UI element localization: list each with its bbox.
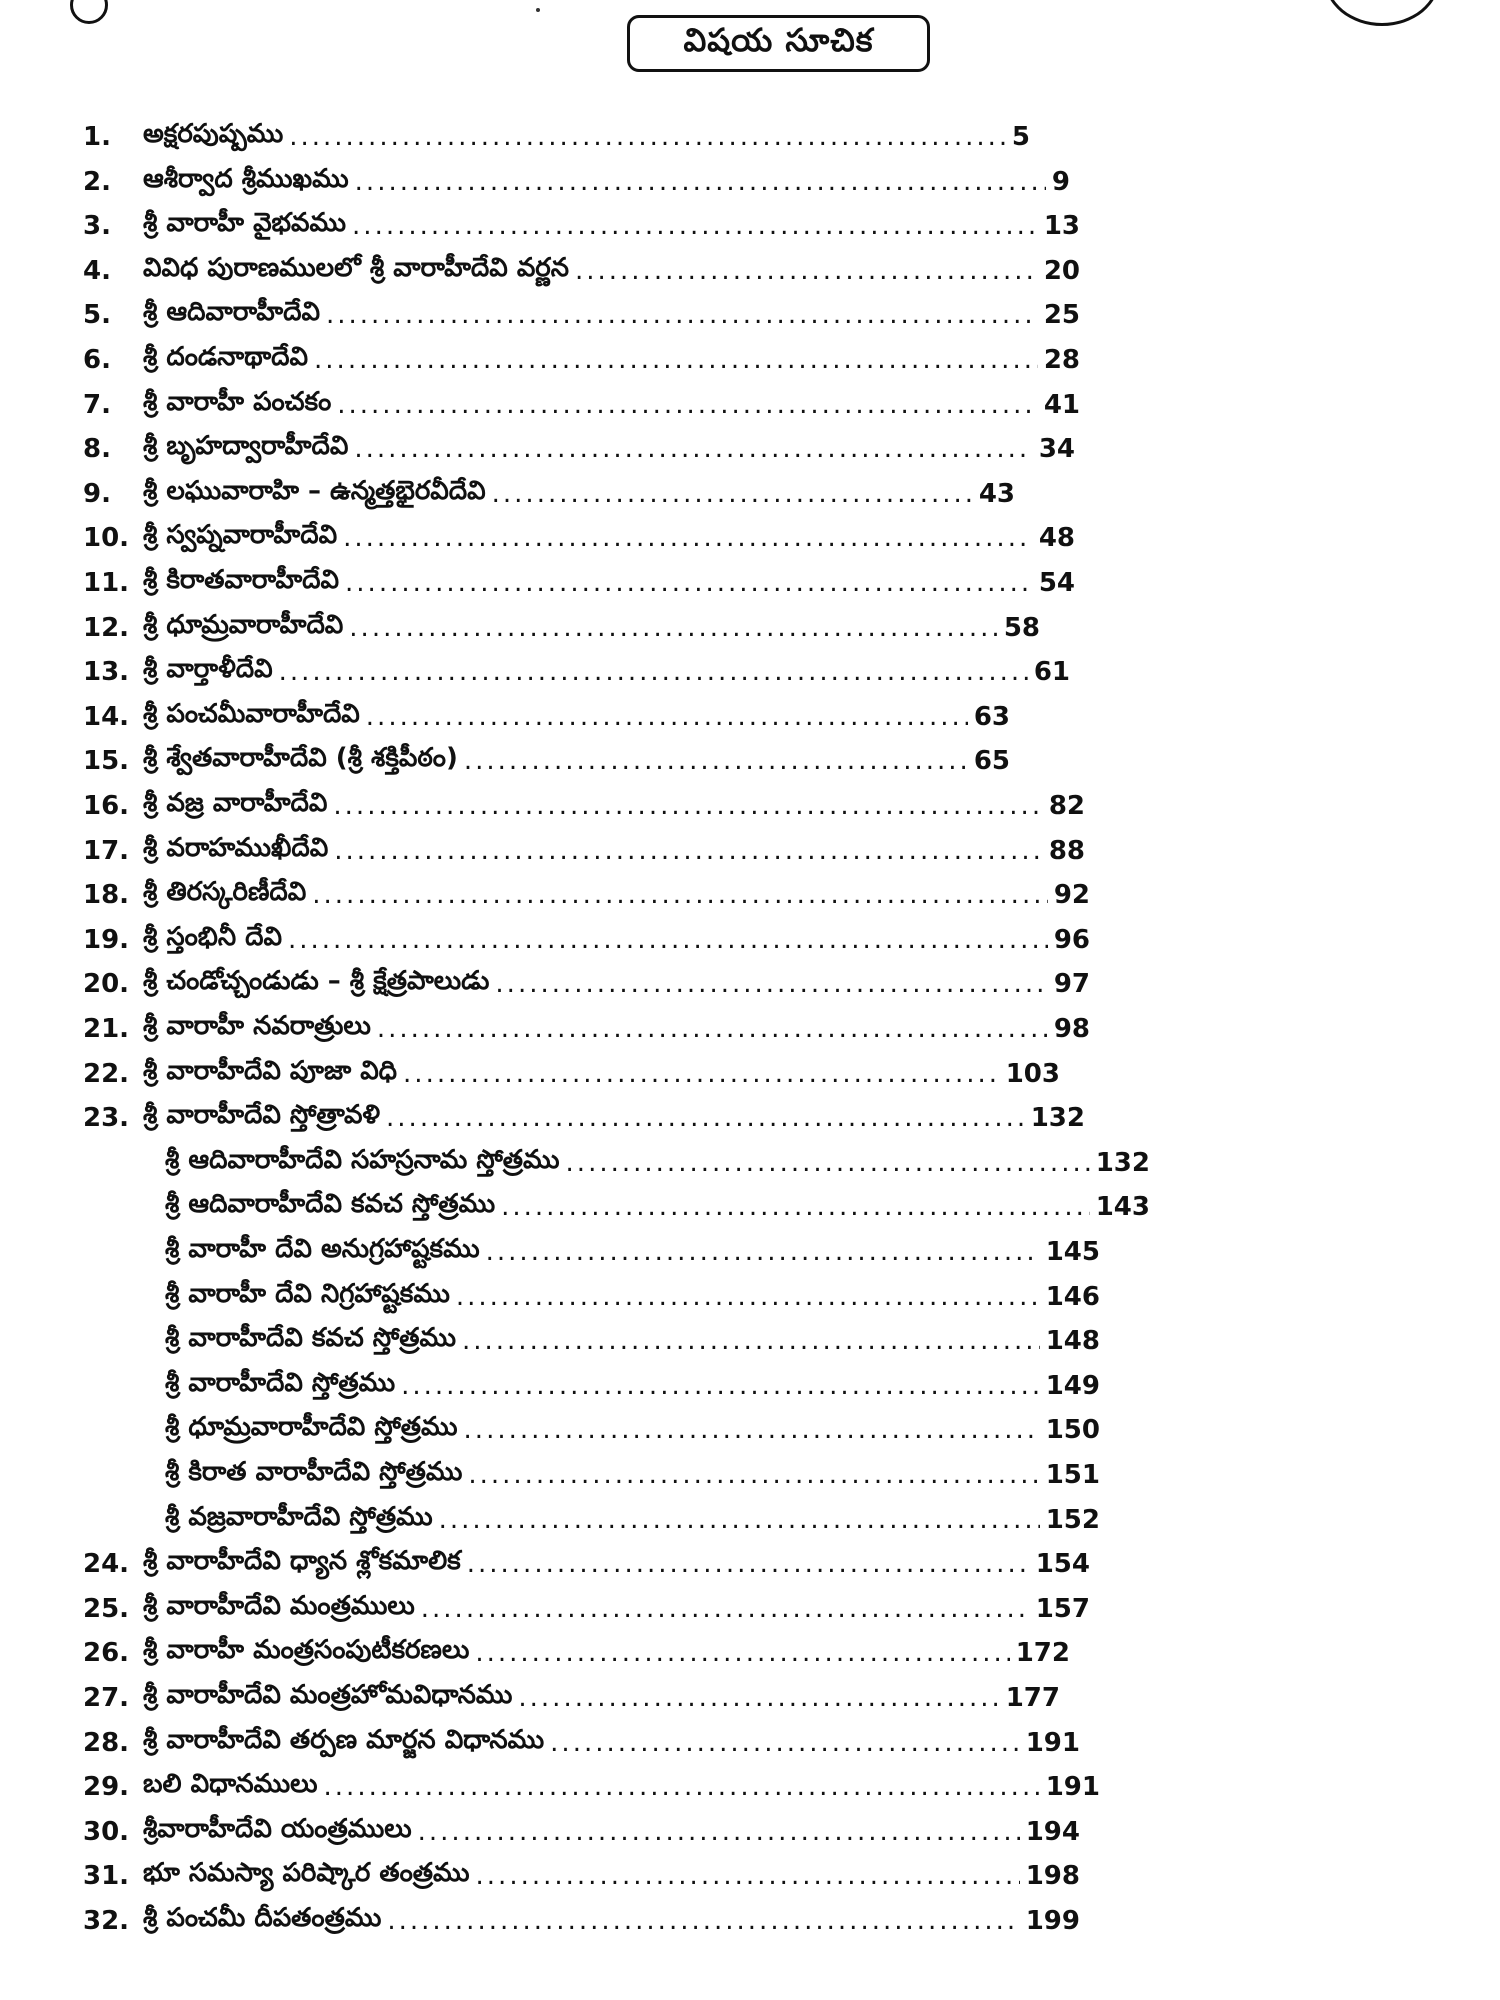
toc-entry-number: 32. <box>83 1906 130 1936</box>
toc-entry-number: 6. <box>83 345 111 375</box>
toc-entry-number: 29. <box>83 1772 130 1803</box>
toc-entry <box>83 1812 1080 1852</box>
toc-entry-title: శ్రీ తిరస్కరిణీదేవి <box>143 877 307 908</box>
dot-leader <box>492 479 973 509</box>
page-title-text: విషయ సూచిక <box>683 20 874 59</box>
toc-entry-title: శ్రీ వారాహీదేవి తర్పణ మార్జన విధానము <box>143 1724 545 1755</box>
toc-entry-title: భూ సమస్యా పరిష్కార తంత్రము <box>143 1858 470 1889</box>
toc-entry-page-number: 65 <box>973 746 1010 777</box>
dot-leader <box>355 167 1046 197</box>
toc-entry <box>83 1856 1080 1896</box>
toc-entry-title: శ్రీ పంచమీవారాహీదేవి <box>143 698 360 729</box>
toc-entry <box>83 1098 1085 1138</box>
toc-entry-page-number: 34 <box>1038 434 1075 465</box>
toc-entry-number: 3. <box>83 211 111 242</box>
toc-entry-page-number: 82 <box>1048 791 1085 821</box>
toc-entry <box>83 831 1085 871</box>
toc-entry-page-number: 199 <box>1025 1906 1080 1936</box>
dot-leader <box>464 746 968 776</box>
toc-entry <box>83 964 1090 1004</box>
toc-entry-number: 19. <box>83 924 130 955</box>
toc-entry <box>83 1054 1060 1094</box>
toc-entry-number: 27. <box>83 1683 130 1713</box>
toc-entry <box>83 786 1085 826</box>
toc-entry <box>83 295 1080 335</box>
dot-leader <box>468 1460 1039 1490</box>
toc-entry <box>83 563 1075 603</box>
toc-entry-number: 7. <box>83 389 111 420</box>
toc-entry <box>155 1143 1150 1183</box>
toc-entry-page-number: 61 <box>1033 657 1070 688</box>
toc-entry-number: 12. <box>83 612 130 643</box>
dot-leader <box>349 613 998 643</box>
toc-entry-title: శ్రీ వారాహీ దేవి అనుగ్రహాష్టకము <box>165 1234 480 1264</box>
toc-entry-number: 31. <box>83 1861 130 1892</box>
toc-entry-page-number: 191 <box>1045 1772 1100 1803</box>
toc-entry <box>83 474 1015 514</box>
toc-entry <box>155 1277 1100 1317</box>
toc-entry <box>83 1589 1090 1629</box>
toc-entry-page-number: 132 <box>1030 1103 1085 1134</box>
toc-entry-page-number: 152 <box>1045 1504 1100 1535</box>
toc-entry-number: 14. <box>83 701 130 732</box>
dot-leader <box>401 1371 1040 1401</box>
toc-entry-page-number: 28 <box>1043 345 1080 375</box>
toc-entry-page-number: 98 <box>1053 1014 1090 1044</box>
toc-entry-page-number: 198 <box>1025 1861 1080 1892</box>
toc-entry-page-number: 177 <box>1005 1683 1060 1713</box>
toc-entry-title: శ్రీ వారాహీ నవరాత్రులు <box>143 1011 371 1041</box>
toc-entry-page-number: 154 <box>1035 1549 1090 1580</box>
dot-leader <box>377 1014 1048 1044</box>
toc-entry-title: ఆశీర్వాద శ్రీముఖము <box>143 163 349 194</box>
toc-entry-title: శ్రీ చండోచ్చండుడు – శ్రీ క్షేత్రపాలుడు <box>143 966 490 997</box>
toc-entry <box>155 1232 1100 1272</box>
toc-entry-page-number: 191 <box>1025 1727 1080 1758</box>
toc-entry-page-number: 149 <box>1045 1370 1100 1401</box>
toc-entry <box>83 1723 1080 1763</box>
dot-leader <box>334 836 1043 866</box>
dot-leader <box>575 256 1038 286</box>
toc-entry <box>83 385 1080 425</box>
toc-entry-page-number: 63 <box>973 701 1010 732</box>
dot-leader <box>456 1282 1040 1312</box>
dot-leader <box>324 1772 1040 1802</box>
toc-entry <box>155 1410 1100 1450</box>
toc-entry <box>83 1901 1080 1941</box>
toc-entry-title: శ్రీ ఆదివారాహీదేవి <box>143 297 320 328</box>
toc-entry-title: శ్రీ కిరాత వారాహీదేవి స్తోత్రము <box>165 1457 463 1487</box>
toc-entry-number: 10. <box>83 523 130 554</box>
toc-entry-number: 24. <box>83 1549 130 1580</box>
toc-entry-number: 25. <box>83 1593 130 1624</box>
dot-leader <box>312 880 1048 910</box>
toc-entry-number: 13. <box>83 657 130 688</box>
dot-leader <box>288 925 1048 955</box>
dot-leader <box>366 702 968 732</box>
toc-entry-title: శ్రీ వారాహీదేవి స్తోత్రావళి <box>143 1100 381 1131</box>
toc-entry <box>83 206 1080 246</box>
toc-entry-title: శ్రీ వారాహీదేవి కవచ స్తోత్రము <box>165 1323 456 1354</box>
toc-entry <box>83 697 1010 737</box>
toc-entry-page-number: 132 <box>1095 1147 1150 1178</box>
toc-entry-number: 22. <box>83 1058 130 1089</box>
toc-entry-title: బలి విధానములు <box>143 1769 318 1800</box>
toc-entry-number: 15. <box>83 746 130 777</box>
toc-entry <box>83 251 1080 291</box>
toc-entry-title: వివిధ పురాణములలో శ్రీ వారాహీదేవి వర్ణన <box>143 252 569 283</box>
toc-entry-page-number: 25 <box>1043 300 1080 331</box>
toc-entry <box>83 340 1080 380</box>
dot-leader <box>289 122 1006 152</box>
dot-leader <box>467 1549 1030 1579</box>
toc-entry-number: 2. <box>83 166 111 197</box>
toc-entry-number: 21. <box>83 1014 130 1044</box>
toc-entry-title: శ్రీ వారాహీ వైభవము <box>143 208 347 239</box>
toc-entry-page-number: 58 <box>1003 612 1040 643</box>
toc-entry-page-number: 88 <box>1048 835 1085 866</box>
toc-entry-title: శ్రీ పంచమీ దీపతంత్రము <box>143 1903 382 1933</box>
toc-entry-page-number: 148 <box>1045 1326 1100 1357</box>
toc-entry-title: శ్రీ వరాహముఖీదేవి <box>143 832 329 863</box>
toc-entry-number: 18. <box>83 880 130 911</box>
dot-leader <box>486 1237 1040 1267</box>
toc-entry-title: శ్రీ స్తంభినీ దేవి <box>143 921 282 952</box>
dot-leader <box>418 1817 1020 1847</box>
toc-entry <box>155 1366 1100 1406</box>
toc-entry-title: శ్రీ ధూమ్రవారాహీదేవి <box>143 609 344 640</box>
dot-leader <box>462 1326 1040 1356</box>
toc-entry <box>83 429 1075 469</box>
toc-entry-page-number: 43 <box>978 478 1015 509</box>
dot-leader <box>421 1594 1030 1624</box>
toc-entry-title: శ్రీ ధూమ్రవారాహీదేవి స్తోత్రము <box>165 1412 458 1443</box>
toc-entry-page-number: 20 <box>1043 255 1080 286</box>
toc-entry-number: 17. <box>83 835 130 866</box>
dot-leader <box>550 1728 1020 1758</box>
toc-entry-page-number: 96 <box>1053 924 1090 955</box>
toc-entry-title: శ్రీ వారాహీదేవి మంత్రములు <box>143 1590 415 1621</box>
dot-leader <box>476 1861 1020 1891</box>
toc-entry <box>155 1321 1100 1361</box>
dot-leader <box>495 969 1047 999</box>
toc-entry-page-number: 194 <box>1025 1816 1080 1847</box>
toc-entry-page-number: 150 <box>1045 1415 1100 1446</box>
toc-entry-number: 26. <box>83 1638 130 1669</box>
toc-entry-title: శ్రీ వారాహీదేవి పూజా విధి <box>143 1055 398 1086</box>
dot-leader <box>352 211 1038 241</box>
toc-entry-title: శ్రీ వారాహీ పంచకం <box>143 386 332 417</box>
toc-entry-page-number: 9 <box>1051 166 1070 197</box>
toc-entry <box>83 652 1070 692</box>
corner-page-circle <box>1324 0 1440 26</box>
toc-entry-title: శ్రీ దండనాథాదేవి <box>143 342 309 372</box>
toc-entry-page-number: 103 <box>1005 1058 1060 1089</box>
toc-entry <box>83 608 1040 648</box>
dot-leader <box>518 1683 999 1713</box>
toc-entry-title: శ్రీ ఆదివారాహీదేవి సహస్రనామ స్తోత్రము <box>165 1144 560 1175</box>
toc-entry-number: 4. <box>83 255 111 286</box>
toc-entry-title: అక్షరపుష్పము <box>143 119 284 149</box>
dot-leader <box>314 345 1038 375</box>
dot-leader <box>343 523 1033 553</box>
toc-entry-page-number: 172 <box>1015 1638 1070 1669</box>
dot-leader <box>566 1148 1090 1178</box>
toc-entry-title: శ్రీ కిరాతవారాహీదేవి <box>143 565 340 595</box>
toc-entry-number: 11. <box>83 568 130 598</box>
toc-entry-title: శ్రీ వారాహీదేవి మంత్రహోమవిధానము <box>143 1680 513 1710</box>
page-title <box>627 15 930 72</box>
toc-entry <box>83 1678 1060 1718</box>
toc-entry <box>83 1633 1070 1673</box>
dot-leader <box>403 1059 1000 1089</box>
toc-entry-title: శ్రీ వార్తాళీదేవి <box>143 654 273 685</box>
dot-leader <box>386 1103 1025 1133</box>
toc-entry <box>83 920 1090 960</box>
toc-entry-page-number: 54 <box>1038 568 1075 598</box>
toc-entry-title: శ్రీ శ్వేతవారాహీదేవి (శ్రీ శక్తిపీఠం) <box>143 743 458 774</box>
dot-leader <box>279 657 1028 687</box>
toc-entry-number: 8. <box>83 434 111 465</box>
toc-entry <box>83 1009 1090 1049</box>
toc-entry-title: శ్రీ వారాహీ దేవి నిగ్రహాష్టకము <box>165 1278 450 1309</box>
toc-entry <box>83 741 1010 781</box>
toc-entry <box>83 162 1070 202</box>
toc-entry-title: శ్రీ వారాహీ మంత్రసంపుటీకరణలు <box>143 1635 470 1666</box>
toc-entry <box>83 1544 1090 1584</box>
toc-entry-title: శ్రీ బృహద్వారాహీదేవి <box>143 431 349 462</box>
toc-entry-title: శ్రీ వారాహీదేవి ధ్యాన శ్లోకమాలిక <box>143 1546 461 1577</box>
toc-entry-page-number: 157 <box>1035 1593 1090 1624</box>
toc-entry <box>83 1767 1100 1807</box>
toc-entry-title: శ్రీ లఘువారాహి – ఉన్మత్తభైరవీదేవి <box>143 475 486 506</box>
toc-entry <box>83 875 1090 915</box>
toc-entry-page-number: 145 <box>1045 1237 1100 1267</box>
toc-entry <box>83 117 1030 157</box>
toc-entry-page-number: 151 <box>1045 1460 1100 1490</box>
dot-leader <box>354 434 1033 464</box>
dot-leader <box>464 1415 1040 1445</box>
dot-leader <box>475 1638 1009 1668</box>
toc-entry-page-number: 5 <box>1011 122 1030 152</box>
toc-entry-number: 1. <box>83 122 111 152</box>
toc-entry-title: శ్రీ వజ్రవారాహీదేవి స్తోత్రము <box>165 1501 433 1532</box>
toc-entry-number: 16. <box>83 791 130 821</box>
dot-leader <box>326 300 1038 330</box>
top-edge-mark <box>70 0 108 24</box>
dot-leader <box>387 1906 1019 1936</box>
dot-leader <box>337 390 1038 420</box>
toc-entry-page-number: 41 <box>1043 389 1080 420</box>
toc-entry <box>155 1455 1100 1495</box>
toc-entry-page-number: 92 <box>1053 880 1090 911</box>
toc-entry-page-number: 13 <box>1043 211 1080 242</box>
toc-entry-title: శ్రీ ఆదివారాహీదేవి కవచ స్తోత్రము <box>165 1189 496 1220</box>
toc-entry-title: శ్రీ స్వప్నవారాహీదేవి <box>143 520 338 551</box>
toc-entry-number: 5. <box>83 300 111 331</box>
top-edge-dot <box>536 8 540 12</box>
dot-leader <box>501 1192 1090 1222</box>
toc-entry-title: శ్రీ వజ్ర వారాహీదేవి <box>143 788 328 818</box>
toc-entry-title: శ్రీవారాహీదేవి యంత్రములు <box>143 1813 412 1844</box>
toc-entry-title: శ్రీ వారాహీదేవి స్తోత్రము <box>165 1367 396 1398</box>
toc-entry-page-number: 143 <box>1095 1192 1150 1223</box>
toc-entry <box>83 518 1075 558</box>
dot-leader <box>333 791 1042 821</box>
toc-entry-page-number: 97 <box>1053 969 1090 1000</box>
toc-entry-page-number: 146 <box>1045 1281 1100 1312</box>
toc-entry-number: 20. <box>83 969 130 1000</box>
toc-entry-page-number: 48 <box>1038 523 1075 554</box>
toc-entry-number: 9. <box>83 478 111 509</box>
dot-leader <box>345 568 1033 598</box>
dot-leader <box>439 1505 1040 1535</box>
toc-entry-number: 28. <box>83 1727 130 1758</box>
toc-entry <box>155 1500 1100 1540</box>
toc-entry <box>155 1187 1150 1227</box>
toc-entry-number: 30. <box>83 1816 130 1847</box>
toc-entry-number: 23. <box>83 1103 130 1134</box>
